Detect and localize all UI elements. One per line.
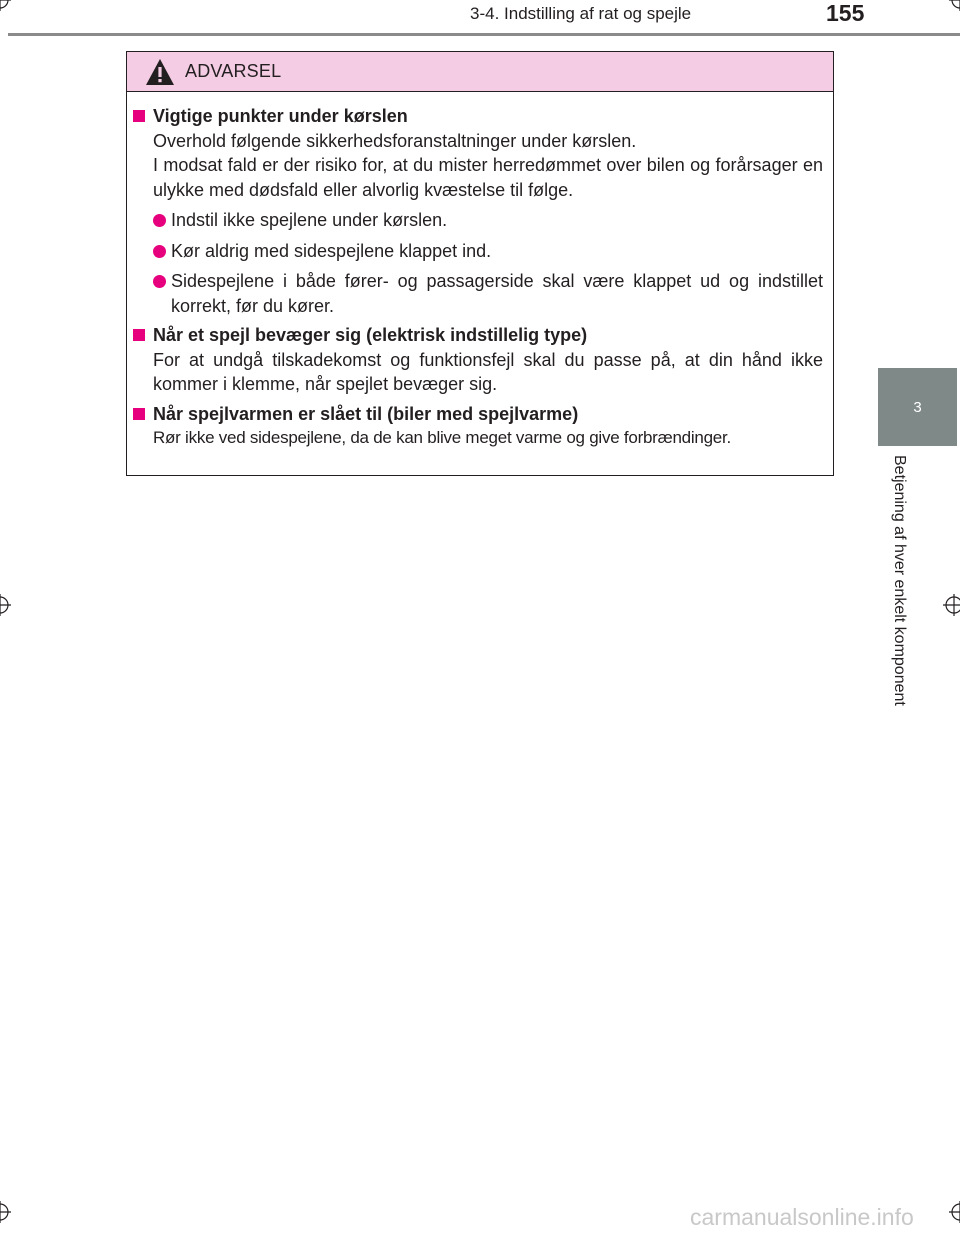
- crop-mark-top-left-icon: [0, 0, 11, 11]
- paragraph: Rør ikke ved sidespejlene, da de kan blive meget varme og give forbrændinger.: [153, 428, 731, 447]
- section-heading-text: Når et spejl bevæger sig (elektrisk indstillelig type): [153, 325, 588, 345]
- round-bullet-icon: [153, 214, 166, 227]
- square-bullet-icon: [133, 110, 145, 122]
- list-item: [131, 239, 823, 264]
- section-heading: [131, 104, 823, 129]
- header-divider: [8, 33, 960, 36]
- section-heading: [131, 402, 823, 427]
- section-heading: [131, 323, 823, 348]
- list-item-text: Kør aldrig med sidespejlene klappet ind.: [171, 240, 492, 261]
- paragraph: For at undgå tilskadekomst og funktionsfejl skal du passe på, at din hånd ikke kommer i klemme, når spejlet bevæger sig.: [153, 349, 823, 394]
- crop-mark-mid-right-icon: [943, 594, 960, 616]
- crop-mark-bottom-left-icon: [0, 1201, 11, 1223]
- section-heading-text: Når spejlvarmen er slået til (biler med spejlvarme): [153, 403, 579, 424]
- list-item: [131, 208, 823, 233]
- warning-body: [127, 92, 833, 451]
- section-heading-text: Vigtige punkter under kørslen: [153, 106, 408, 126]
- page-number: 155: [826, 0, 865, 26]
- crop-mark-bottom-right-icon: [949, 1201, 960, 1223]
- chapter-label: Betjening af hver enkelt komponent: [891, 455, 908, 706]
- crop-mark-top-right-icon: [949, 0, 960, 11]
- chapter-tab: [878, 368, 957, 446]
- paragraph: [131, 129, 823, 203]
- list-item-text: Sidespejlene i både fører- og passagerside skal være klappet ud og indstillet korrekt, før du kører.: [171, 271, 823, 316]
- paragraph-line: Overhold følgende sikkerhedsforanstaltninger under kørslen.: [153, 130, 637, 151]
- warning-triangle-icon: [145, 58, 175, 86]
- square-bullet-icon: [133, 408, 145, 420]
- square-bullet-icon: [133, 329, 145, 341]
- warning-title: ADVARSEL: [185, 61, 282, 81]
- paragraph-line: I modsat fald er der risiko for, at du mister herredømmet over bilen og forårsager en ulykke med dødsfald eller alvorlig kvæstelse til følge.: [153, 155, 823, 200]
- section-title: 3-4. Indstilling af rat og spejle: [470, 4, 692, 23]
- round-bullet-icon: [153, 275, 166, 288]
- warning-box: [126, 51, 834, 476]
- list-item: [131, 269, 823, 318]
- crop-mark-mid-left-icon: [0, 594, 11, 616]
- chapter-number: 3: [913, 398, 922, 416]
- watermark: carmanualsonline.info: [690, 1204, 914, 1230]
- list-item-text: Indstil ikke spejlene under kørslen.: [171, 210, 448, 230]
- warning-header: [127, 52, 833, 92]
- round-bullet-icon: [153, 245, 166, 258]
